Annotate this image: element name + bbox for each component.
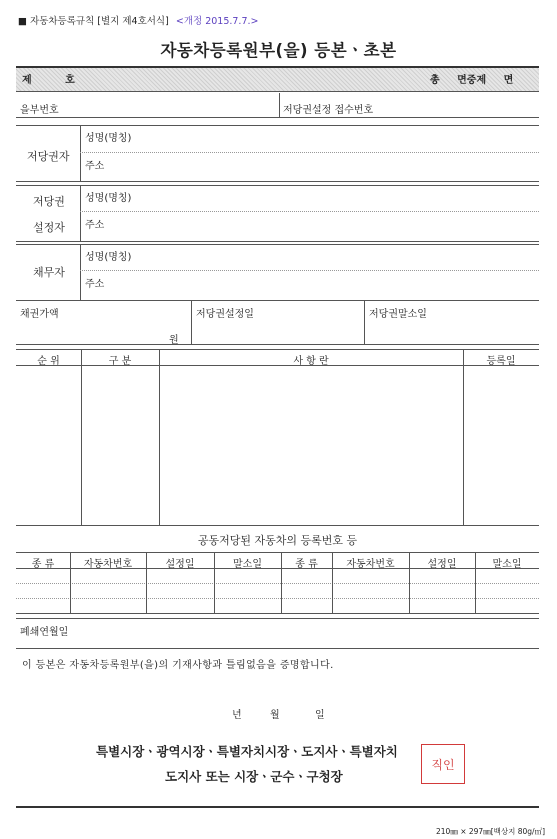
- doc-number-label: 제 호: [22, 75, 75, 86]
- paper-spec-footer: 210㎜ × 297㎜[백상지 80g/㎡]: [436, 827, 545, 836]
- authority-line-2: 도지사 또는 시장ㆍ군수ㆍ구청장: [165, 769, 343, 784]
- won-label: 원: [169, 335, 179, 346]
- setter-label-2: 설정자: [33, 221, 65, 234]
- date-year-label: 년: [232, 710, 242, 721]
- debtor-label: 채무자: [33, 266, 65, 279]
- col-category-header: 구 분: [108, 356, 132, 367]
- mortgagee-label: 저당권자: [27, 150, 70, 163]
- joint-car-number-header-1: 자동차번호: [83, 559, 133, 570]
- joint-type-header-2: 종 류: [295, 559, 318, 570]
- closure-date-label: 폐쇄연월일: [20, 627, 69, 638]
- official-seal-box: [421, 744, 465, 784]
- authority-line-1: 특별시장ㆍ광역시장ㆍ특별자치시장ㆍ도지사ㆍ특별자치: [96, 744, 398, 759]
- date-day-label: 일: [315, 710, 325, 721]
- mortgagee-address-label: 주소: [85, 161, 105, 172]
- joint-set-date-header-2: 설정일: [427, 559, 457, 570]
- col-regdate-header: 등록일: [486, 356, 516, 367]
- header-marker: ■: [18, 16, 27, 27]
- claim-amount-label: 채권가액: [20, 309, 59, 320]
- page-count-label: 총 면중제 면: [430, 75, 514, 86]
- col-rank-header: 순 위: [37, 356, 60, 367]
- setter-label-1: 저당권: [33, 195, 65, 208]
- certify-statement: 이 등본은 자동차등록원부(을)의 기재사항과 틀림없음을 증명합니다.: [22, 660, 334, 671]
- mortgage-set-date-label: 저당권설정일: [196, 309, 254, 320]
- col-details-header: 사 항 란: [293, 356, 329, 367]
- joint-car-number-header-2: 자동차번호: [346, 559, 395, 570]
- joint-cancel-date-header-1: 말소일: [233, 559, 262, 570]
- setter-name-label: 성명(명칭): [85, 193, 132, 204]
- revision-label: <개정 2015.7.7.>: [175, 16, 259, 27]
- eul-number-label: 을부번호: [20, 105, 59, 116]
- mortgagee-name-label: 성명(명칭): [85, 133, 132, 144]
- debtor-name-label: 성명(명칭): [85, 252, 132, 263]
- seal-label: 직인: [431, 757, 455, 772]
- joint-set-date-header-1: 설정일: [165, 559, 195, 570]
- joint-type-header-1: 종 류: [31, 559, 55, 570]
- setter-address-label: 주소: [85, 220, 105, 231]
- mortgage-receipt-label: 저당권설정 접수번호: [283, 105, 374, 116]
- joint-cancel-date-header-2: 말소일: [492, 559, 522, 570]
- joint-mortgage-title: 공동저당된 자동차의 등록번호 등: [197, 534, 358, 547]
- form-header: [18, 13, 258, 27]
- page-title: 자동차등록원부(을) 등본ㆍ초본: [160, 41, 397, 60]
- regulation-label: 자동차등록규칙 [별지 제4호서식]: [30, 16, 169, 27]
- debtor-address-label: 주소: [85, 279, 105, 290]
- date-month-label: 월: [270, 710, 280, 721]
- mortgage-cancel-date-label: 저당권말소일: [369, 309, 427, 320]
